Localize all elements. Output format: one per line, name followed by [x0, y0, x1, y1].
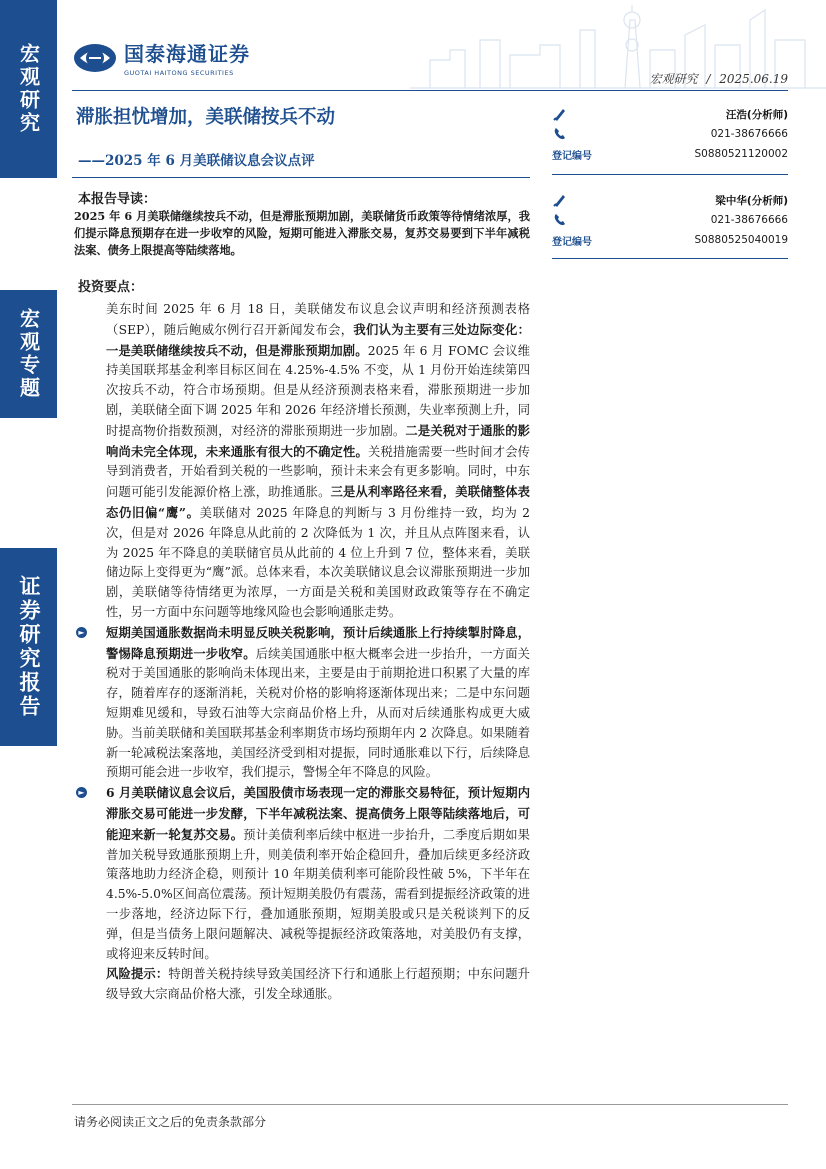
guide-text: 2025 年 6 月美联储继续按兵不动，但是滞胀预期加剧，美联储货币政策等待情绪浓厚，我们提示降息预期存在进一步收窄的风险，短期可能进入滞胀交易，复苏交易要到下半年减税法案、债务上限提高等陆续落地。 [74, 209, 530, 257]
risk-text: 特朗普关税持续导致美国经济下行和通胀上行超预期；中东问题升级导致大宗商品价格大涨，引发全球通胀。 [106, 967, 530, 1002]
company-logo [72, 38, 250, 77]
analyst-card [552, 190, 788, 250]
subtitle-divider [72, 177, 530, 178]
report-category: 宏观研究 [649, 72, 698, 86]
investment-points [74, 300, 530, 1005]
sidebar-block-securities-report [0, 548, 57, 746]
bullet-arrow-icon: ► [76, 787, 87, 798]
footer-divider [72, 1104, 788, 1105]
phone-icon [552, 212, 568, 228]
report-meta [650, 70, 788, 87]
analyst-name: 梁中华(分析师) [715, 194, 788, 207]
report-date: 2025.06.19 [719, 72, 788, 86]
reg-label: 登记编号 [552, 150, 592, 162]
pen-icon [552, 106, 568, 122]
risk-label: 风险提示： [106, 966, 169, 982]
logo-name-en: GUOTAI HAITONG SECURITIES [124, 69, 234, 77]
header-divider [72, 90, 788, 91]
list-item: 美东时间 2025 年 6 月 18 日，美联储发布议息会议声明和经济预测表格（SEP），随后鲍威尔例行召开新闻发布会，我们认为主要有三处边际变化：一是美联储继续按兵不动，但是滞胀预期加剧。2025 年 6 月 FOMC 会议维持美国联邦基金利率目标区间在 4.25%-4.5% 不变，从 1 月份开始连续第四次按兵不动，符合市场预期。但是从经济预测表格来看，滞胀预期进一步加剧，美联储全面下调 2025 年和 2026 年经济增长预测，失业率预测上升，同时提高物价指数预测，对经济的滞胀预期进一步加剧。二是关税对于通胀的影响尚未完全体现，未来通胀有很大的不确定性。关税措施需要一些时间才会传导到消费者，开始看到关税的一些影响，预计未来会有更多影响。同时，中东问题可能引发能源价格上涨，助推通胀。三是从利率路径来看，美联储整体表态仍旧偏“鹰”。美联储对 2025 年降息的判断与 3 月份维持一致，均为 2 次，但是对 2026 年降息从此前的 2 次降低为 1 次，并且从点阵图来看，认为 2025 年不降息的美联储官员从此前的 4 位上升到 7 位，整体来看，美联储边际上变得更为“鹰”派。总体来看，本次美联储议息会议滞胀预期进一步加剧，美联储等待情绪更为浓厚，一方面是关税和美国财政政策等存在不确定性，另一方面中东问题等地缘风险也会影响通胀走势。 [106, 302, 530, 619]
analyst-reg-no: S0880521120002 [694, 148, 788, 160]
sidebar [0, 0, 57, 1169]
report-subtitle: ——2025 年 6 月美联储议息会议点评 [78, 153, 315, 169]
phone-icon [552, 126, 568, 142]
list-item: ► 短期美国通胀数据尚未明显反映关税影响，预计后续通胀上行持续掣肘降息，警惕降息预期进一步收窄。后续美国通胀中枢大概率会进一步抬升，一方面关税对于美国通胀的影响尚未体现出来，主要是由于前期抢进口积累了大量的库存，随着库存的逐渐消耗，关税对价格的影响将逐渐体现出来；二是中东问题短期难见缓和，导致石油等大宗商品价格上升，从而对后续通胀构成更大威胁。当前美联储和美国联邦基金利率期货市场均预期年内 2 次降息。如果随着新一轮减税法案落地，美国经济受到相对提振，同时通胀难以下行，后续降息预期可能会进一步收窄，我们提示，警惕全年不降息的风险。 [74, 623, 530, 783]
guide-heading: 本报告导读： [78, 192, 157, 207]
sidebar-block-macro-research [0, 0, 57, 178]
analyst-reg-no: S0880525040019 [694, 234, 788, 246]
sidebar-label: 宏观研究 [16, 43, 41, 135]
sidebar-block-macro-topic [0, 290, 57, 418]
analyst-divider [552, 174, 788, 175]
sidebar-label: 宏观专题 [16, 308, 41, 400]
analyst-divider [552, 258, 788, 259]
analyst-card [552, 104, 788, 164]
analyst-phone: 021-38676666 [710, 214, 788, 226]
disclaimer-footer: 请务必阅读正文之后的免责条款部分 [74, 1115, 267, 1129]
reg-label: 登记编号 [552, 236, 592, 248]
sidebar-label: 证券研究报告 [17, 575, 41, 719]
pen-icon [552, 192, 568, 208]
list-item: ► 6 月美联储议息会议后，美国股债市场表现一定的滞胀交易特征，预计短期内滞胀交易可能进一步发酵，下半年减税法案、提高债务上限等陆续落地后，可能迎来新一轮复苏交易。预计美债利率后续中枢进一步抬升，二季度后期如果普加关税导致通胀预期上升，则美债利率开始企稳回升，叠加后续更多经济政策落地助力经济企稳，则预计 10 年期美债利率可能阶段性破 5%，下半年在 4.5%-5.0%区间高位震荡。预计短期美股仍有震荡，需看到提振经济政策的进一步落地，经济边际下行，叠加通胀预期，短期美股或只是关税谈判下的反弹，但是当债务上限问题解决、减税等提振经济政策落地，对美股仍有支撑，或将迎来反转时间。 [74, 783, 530, 964]
investment-heading: 投资要点： [78, 280, 144, 295]
analyst-phone: 021-38676666 [710, 128, 788, 140]
meta-separator: / [706, 72, 711, 86]
bullet-arrow-icon: ► [76, 627, 87, 638]
risk-warning [74, 964, 530, 1005]
logo-emblem-icon [72, 42, 118, 74]
report-title: 滞胀担忧增加，美联储按兵不动 [76, 107, 336, 128]
logo-name-cn: 国泰海通证券 [124, 42, 250, 66]
analyst-name: 汪浩(分析师) [725, 108, 788, 121]
